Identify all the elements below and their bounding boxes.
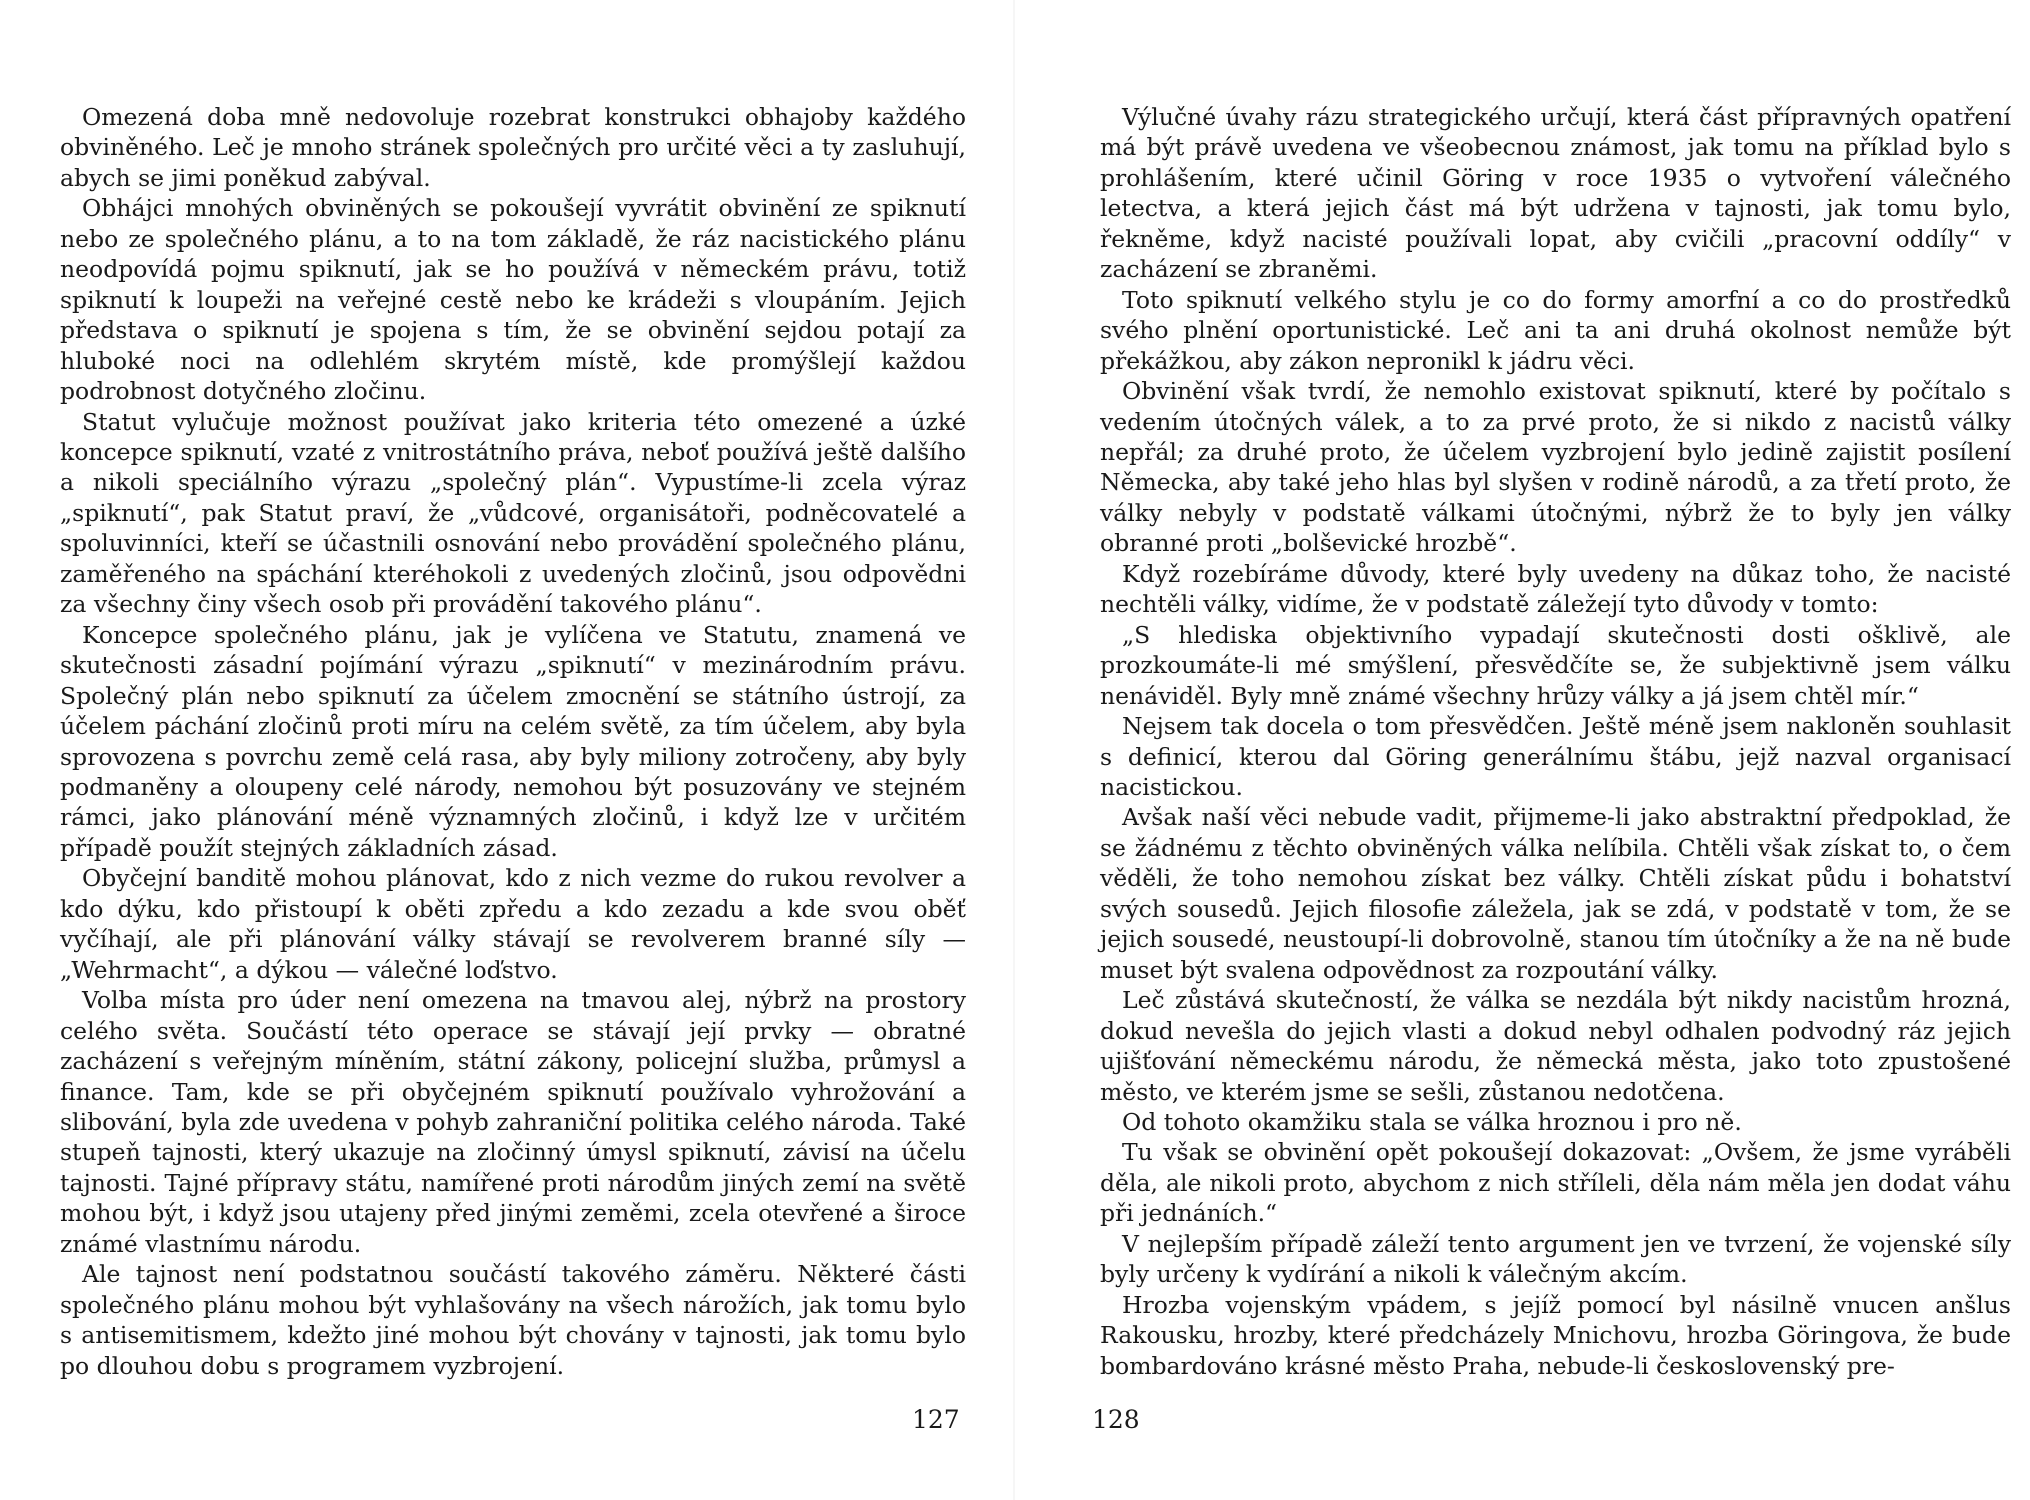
paragraph: Omezená doba mně nedovoluje rozebrat konstrukci obhajoby každého obviněného. Leč je mnoho stránek společných pro určité věci a ty zasluhují, abych se jimi poněkud zabýval. xyxy=(60,103,966,192)
left-page-text xyxy=(60,102,966,1381)
paragraph: Ale tajnost není podstatnou součástí takového záměru. Některé části společného plánu mohou být vyhlašovány na všech nárožích, jak tomu bylo s antisemitismem, kdežto jiné mohou být chovány v tajnosti, jak tomu bylo po dlouhou dobu s programem vyzbrojení. xyxy=(60,1260,966,1380)
page-number: 127 xyxy=(912,1405,960,1434)
right-page-text xyxy=(1100,102,2011,1381)
paragraph: Tu však se obvinění opět pokoušejí dokazovat: „Ovšem, že jsme vyráběli děla, ale nikoli proto, abychom z nich stříleli, děla nám měla jen dodat váhu při jednáních.“ xyxy=(1100,1138,2011,1228)
paragraph: Hrozba vojenským vpádem, s jejíž pomocí byl násilně vnucen anšlus Rakousku, hrozby, které předcházely Mnichovu, hrozba Göringova, že bude bombardováno krásné město Praha, nebude-li československý pre- xyxy=(1100,1290,2011,1380)
paragraph: Toto spiknutí velkého stylu je co do formy amorfní a co do prostředků svého plnění oportunistické. Leč ani ta ani druhá okolnost nemůže být překážkou, aby zákon nepronikl k jádru věci. xyxy=(1100,285,2011,375)
paragraph: Výlučné úvahy rázu strategického určují, která část přípravných opatření má být právě uvedena ve všeobecnou známost, jak tomu na příklad bylo s prohlášením, které učinil Göring v roce 1935 o vytvoření válečného letectva, a která jejich část má být udržena v tajnosti, jak tomu bylo, řekněme, když nacisté používali lopat, aby cvičili „pracovní oddíly“ v zacházení se zbraněmi. xyxy=(1100,103,2011,284)
paragraph: Koncepce společného plánu, jak je vylíčena ve Statutu, znamená ve skutečnosti zásadní pojímání výrazu „spiknutí“ v mezinárodním právu. Společný plán nebo spiknutí za účelem zmocnění se státního ústrojí, za účelem páchání zločinů proti míru na celém světě, za tím účelem, aby byla sprovozena s povrchu země celá rasa, aby byly miliony zotročeny, aby byly podmaněny a oloupeny celé národy, nemohou být posuzovány ve stejném rámci, jako plánování méně významných zločinů, i když lze v určitém případě použít stejných základních zásad. xyxy=(60,620,966,862)
paragraph: V nejlepším případě záleží tento argument jen ve tvrzení, že vojenské síly byly určeny k vydírání a nikoli k válečným akcím. xyxy=(1100,1229,2011,1289)
paragraph: Nejsem tak docela o tom přesvědčen. Ještě méně jsem nakloněn souhlasit s definicí, kterou dal Göring generálnímu štábu, jejž nazval organisací nacistickou. xyxy=(1100,712,2011,801)
paragraph: Avšak naší věci nebude vadit, přijmeme-li jako abstraktní předpoklad, že se žádnému z těchto obviněných válka nelíbila. Chtěli však získat to, o čem věděli, že toho nemohou získat bez války. Chtěli získat půdu i bohatství svých sousedů. Jejich filosofie záležela, jak se zdá, v podstatě v tom, že se jejich sousedé, neustoupí-li dobrovolně, stanou tím útočníky a že na ně bude muset být svalena odpovědnost za rozpoutání války. xyxy=(1100,803,2011,984)
paragraph: Obvinění však tvrdí, že nemohlo existovat spiknutí, které by počítalo s vedením útočných válek, a to za prvé proto, že si nikdo z nacistů války nepřál; za druhé proto, že účelem vyzbrojení bylo jedině zajistit posílení Německa, aby také jeho hlas byl slyšen v rodině národů, a za třetí proto, že války nebyly v podstatě válkami útočnými, nýbrž že to byly jen války obranné proti „bolševické hrozbě“. xyxy=(1100,377,2011,558)
paragraph: Obhájci mnohých obviněných se pokoušejí vyvrátit obvinění ze spiknutí nebo ze společného plánu, a to na tom základě, že ráz nacistického plánu neodpovídá pojmu spiknutí, jak se ho používá v německém právu, totiž spiknutí k loupeži na veřejné cestě nebo ke krádeži s vloupáním. Jejich představa o spiknutí je spojena s tím, že se obvinění sejdou potají za hluboké noci na odlehlém skrytém místě, kde promýšlejí každou podrobnost dotyčného zločinu. xyxy=(60,194,966,406)
paragraph: Obyčejní banditě mohou plánovat, kdo z nich vezme do rukou revolver a kdo dýku, kdo přistoupí k oběti zpředu a kdo zezadu a kde svou oběť vyčíhají, ale při plánování války stávají se revolverem branné síly — „Wehrmacht“, a dýkou — válečné loďstvo. xyxy=(60,864,966,984)
right-page xyxy=(1015,0,2030,1500)
quote-paragraph: „S hlediska objektivního vypadají skutečnosti dosti ošklivě, ale prozkoumáte-li mé smýšlení, přesvědčíte se, že subjektivně jsem válku nenáviděl. Byly mně známé všechny hrůzy války a já jsem chtěl mír.“ xyxy=(1100,620,2011,710)
page-number: 128 xyxy=(1092,1405,1140,1434)
paragraph: Když rozebíráme důvody, které byly uvedeny na důkaz toho, že nacisté nechtěli války, vidíme, že v podstatě záležejí tyto důvody v tomto: xyxy=(1100,559,2011,619)
paragraph: Od tohoto okamžiku stala se válka hroznou i pro ně. xyxy=(1122,1107,1742,1136)
paragraph: Statut vylučuje možnost používat jako kriteria této omezené a úzké koncepce spiknutí, vzaté z vnitrostátního práva, neboť používá ještě dalšího a nikoli speciálního výrazu „společný plán“. Vypustíme-li zcela výraz „spiknutí“, pak Statut praví, že „vůdcové, organisátoři, podněcovatelé a spoluvinníci, kteří se účastnili osnování nebo provádění společného plánu, zaměřeného na spáchání kteréhokoli z uvedených zločinů, jsou odpovědni za všechny činy všech osob při provádění takového plánu“. xyxy=(60,407,966,619)
paragraph: Volba místa pro úder není omezena na tmavou alej, nýbrž na prostory celého světa. Součástí této operace se stávají její prvky — obratné zacházení s veřejným míněním, státní zákony, policejní služba, průmysl a finance. Tam, kde se při obyčejném spiknutí používalo vyhrožování a slibování, byla zde uvedena v pohyb zahraniční politika celého národa. Také stupeň tajnosti, který ukazuje na zločinný úmysl spiknutí, závisí na účelu tajnosti. Tajné přípravy státu, namířené proti národům jiných zemí na světě mohou být, i když jsou utajeny před jinými zeměmi, zcela otevřené a široce známé vlastnímu národu. xyxy=(60,986,966,1258)
paragraph: Leč zůstává skutečností, že válka se nezdála být nikdy nacistům hrozná, dokud nevešla do jejich vlasti a dokud nebyl odhalen podvodný ráz jejich ujišťování německému národu, že německá města, jako toto zpustošené město, ve kterém jsme se sešli, zůstanou nedotčena. xyxy=(1100,986,2011,1106)
